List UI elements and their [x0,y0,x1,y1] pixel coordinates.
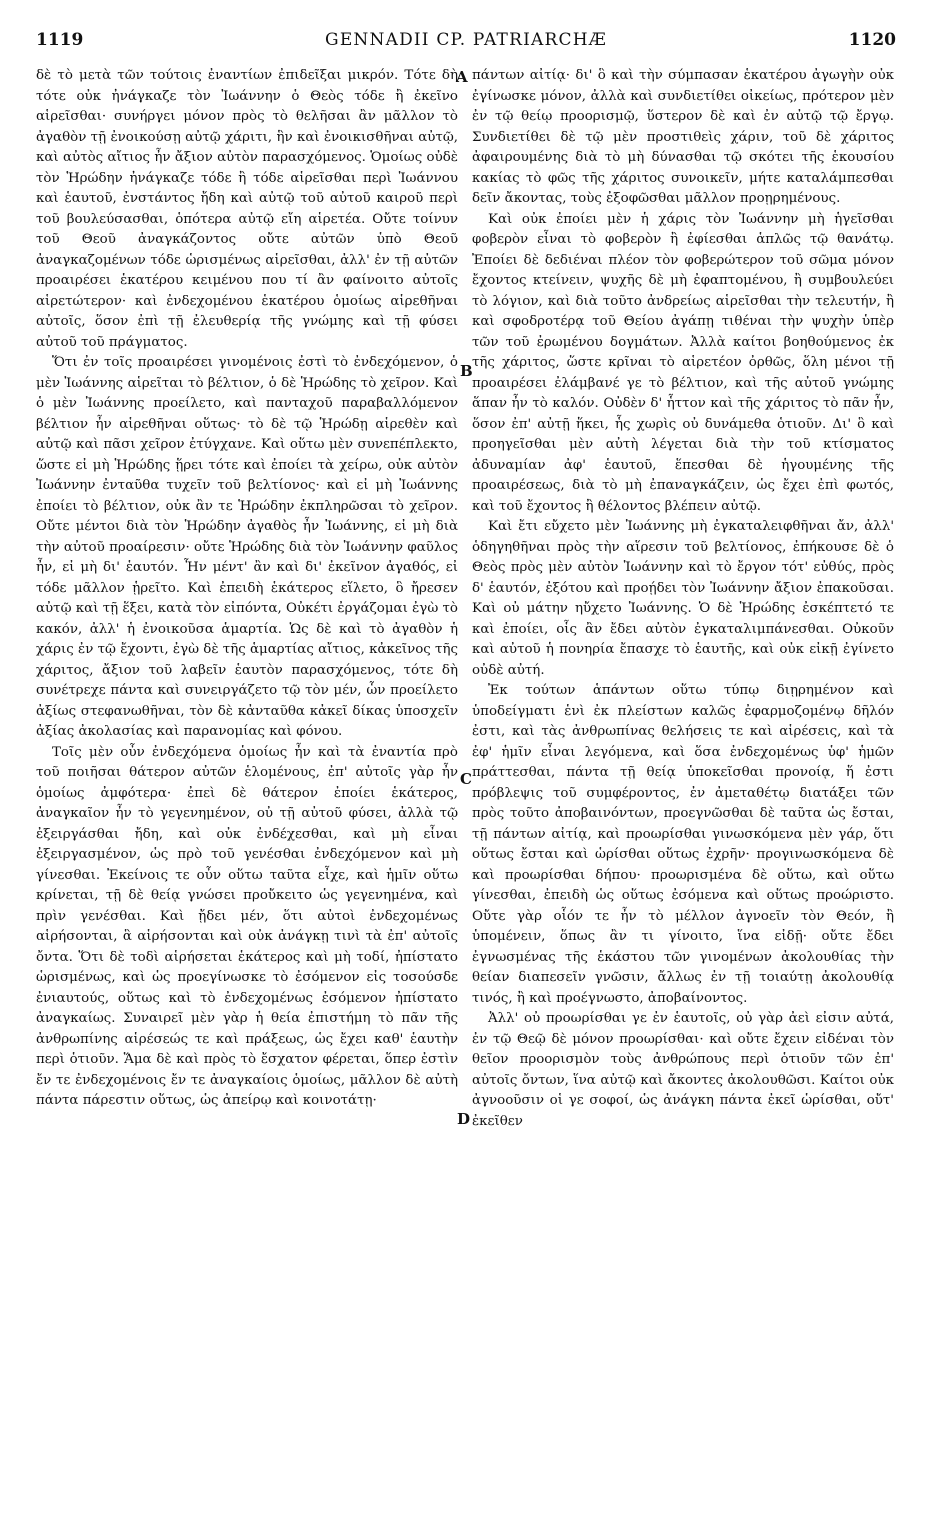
paragraph: πάντων αἰτίᾳ· δι' ὃ καὶ τὴν σύμπασαν ἑκατέρου ἀγωγὴν οὐκ ἐγίνωσκε μόνον, ἀλλὰ καὶ συνδιετίθει οἰκείως, πρότερον μὲν ἐν τῷ θείῳ προορισμῷ, ὕστερον δὲ καὶ ἐν αὐτῷ τῷ ἔργῳ. Συνδιετίθει δὲ τῷ μὲν προστιθεὶς χάριν, τοῦ δὲ χάριτος ἀφαιρουμένης διὰ τὸ μὴ δύνασθαι τῷ σκότει τῆς ἑκουσίου κακίας τὸ φῶς τῆς χάριτος συνοικεῖν, μήτε καταλάμπεσθαι δεῖν ἄκοντας, τοὺς ἐξοφῶσθαι μᾶλλον προῃρημένους. [472,68,894,206]
page-header [36,30,896,56]
running-title: GENNADII CP. PATRIARCHÆ [325,30,607,50]
margin-marker-a: A [456,68,468,86]
paragraph: Καὶ οὐκ ἐποίει μὲν ἡ χάρις τὸν Ἰωάννην μὴ ἡγεῖσθαι φοβερὸν εἶναι τὸ φοβερὸν ἢ ἐφίεσθαι ἁπλῶς τῷ θανάτῳ. Ἐποίει δὲ δεδιέναι πλέον τὸν φοβερώτερον τοῦ σῶμα μόνον ἔχοντος κτείνειν, ψυχῆς δὲ μὴ ἐφαπτομένου, ἢ συμβουλεύει τὸ λόγιον, καὶ διὰ τοῦτο ἀνδρείως αἱρεῖσθαι τὴν τελευτήν, ἢ καὶ σφοδροτέρᾳ τοῦ Θείου ἀγάπῃ τιθέναι τὴν ψυχὴν ὑπὲρ τῶν τοῦ ἐρωμένου δογμάτων. Ἀλλὰ καίτοι βοηθούμενος ἐκ τῆς χάριτος, ὥστε κρῖναι τὸ αἱρετέον ὀρθῶς, ὅλη μένοι τῇ προαιρέσει ἐλάμβανέ γε τὸ βέλτιον, καὶ τῆς αὐτοῦ γνώμης ἅπαν ἦν τὸ καλόν. Οὐδὲν δ' ἧττον καὶ τῆς χάριτος τὸ πᾶν ἦν, ὅσον ἐπ' αὐτῇ ἥκει, ἧς χωρὶς οὐ δυνάμεθα ὁτιοῦν. Δι' ὃ καὶ προηγεῖσθαι μὲν αὐτὴ λέγεται διὰ τὴν τοῦ κτίσματος ἀδυναμίαν ἀφ' ἑαυτοῦ, ἕπεσθαι δὲ ἡγουμένης τῆς προαιρέσεως, διὰ τὸ μὴ ἐπαναγκάζειν, ὡς ἔχει ἐπὶ φωτός, καὶ τοῦ ἔχοντος ἢ θέλοντος βλέπειν αὐτῷ. [472,211,894,514]
paragraph: Τοῖς μὲν οὖν ἐνδεχόμενα ὁμοίως ἦν καὶ τὰ ἐναντία πρὸ τοῦ ποιῆσαι θάτερον αὐτῶν ἑλομένους, ἐπ' αὐτοῖς γὰρ ἦν ὁμοίως ἀμφότερα· ἐπεὶ δὲ θάτερον ἐποίει ἑκάτερος, ἀναγκαῖον ἦν τὸ γεγενημένον, οὐ τῇ αὐτοῦ φύσει, ἀλλὰ τῷ ἐξειργάσθαι ἤδη, καὶ οὐκ ἐνδέχεσθαι, καὶ μὴ εἶναι ἐξειργασμένον, ὡς πρὸ τοῦ γενέσθαι ἐνδεχόμενον καὶ μὴ γίνεσθαι. Ἐκείνοις τε οὖν οὕτω ταῦτα εἶχε, καὶ ἡμῖν οὕτω κρίνεται, τῇ δὲ θείᾳ γνώσει προὔκειτο ὡς γεγενημένα, καὶ πρὶν γενέσθαι. Καὶ ᾔδει μέν, ὅτι αὐτοὶ ἐνδεχομένως αἱρήσονται, ἃ αἱρήσονται καὶ οὐκ ἀνάγκῃ τινὶ τὰ ἐπ' αὐτοῖς ὄντα. Ὅτι δὲ τοδὶ αἱρήσεται ἑκάτερος καὶ μὴ τοδί, ἠπίστατο ὡρισμένως, καὶ ὡς προεγίνωσκε τὸ ἐσόμενον εἰς τοσούσδε ἐνιαυτούς, οὕτως καὶ τὸ ἐνδεχομένως ἐσόμενον ἠπίστατο ἀναγκαίως. Συναιρεῖ μὲν γὰρ ἡ θεία ἐπιστήμη τὸ πᾶν τῆς ἀνθρωπίνης αἱρέσεώς τε καὶ πράξεως, ὡς ἔχει καθ' ἑαυτὴν περὶ ὁτιοῦν. Ἅμα δὲ καὶ πρὸς τὸ ἔσχατον φέρεται, ὅπερ ἐστὶν ἔν τε ἐνδεχομένοις ἔν τε ἀναγκαίοις ὁμοίως, μᾶλλον δὲ αὐτὴ πάντα πάρεστιν οὕτως, ὡς ἀπείρῳ καὶ κοινοτάτῃ· [36,744,458,1108]
paragraph: δὲ τὸ μετὰ τῶν τούτοις ἐναντίων ἐπιδεῖξαι μικρόν. Τότε δὴ τότε οὐκ ἠνάγκαζε τὸν Ἰωάννην ὁ Θεὸς τόδε ἢ ἐκεῖνο αἱρεῖσθαι· συνήργει μόνον πρὸς τὸ θελῆσαι ἂν μᾶλλον τὸ ἀγαθὸν τῇ ἐνοικούσῃ αὐτῷ χάριτι, ἣν καὶ ἐνοικισθῆναι αὐτῷ, καὶ αὐτὸς αἴτιος ἦν ἄξιον αὐτὸν παρασχόμενος. Ὁμοίως οὐδὲ τὸν Ἡρώδην ἠνάγκαζε τόδε ἢ τόδε αἱρεῖσθαι περὶ Ἰωάννου καὶ ἑαυτοῦ, ἐνστάντος ἤδη καὶ αὐτῷ τοῦ αὐτοῦ καιροῦ περὶ τοῦ βουλεύσασθαι, ὁπότερα αὐτῷ εἴη αἱρετέα. Οὔτε τοίνυν τοῦ Θεοῦ ἀναγκάζοντος οὔτε αὐτῶν ὑπὸ Θεοῦ ἀναγκαζομένων τόδε ὡρισμένως αἱρεῖσθαι, ἀλλ' ἐν τῇ αὐτῶν προαιρέσει ἑκατέρου κειμένου που τί ἂν φαίνοιτο αὐτοῖς αἱρετώτερον· καὶ ἐνδεχομένου ἑκατέρου ὁμοίως αἱρεθῆναι αὐτοῖς, ὅσον ἐπὶ τῇ ἐλευθερίᾳ τῆς γνώμης καὶ τῇ φύσει αὐτοῦ τοῦ πράγματος. [36,68,458,350]
page-number-right: 1120 [848,30,896,50]
margin-marker-b: B [460,362,473,380]
left-column [36,66,458,1506]
paragraph: Ἀλλ' οὐ προωρίσθαι γε ἐν ἑαυτοῖς, οὐ γὰρ ἀεὶ εἰσιν αὐτά, ἐν τῷ Θεῷ δὲ μόνον προωρίσθαι· καὶ οὔτε ἔχειν εἰδέναι τὸν θεῖον προορισμὸν τοὺς ἀνθρώπους περὶ ὁτιοῦν τῶν ἐπ' αὐτοῖς ὄντων, ἵνα αὐτῷ καὶ ἄκοντες ἀκολουθῶσι. Καίτοι οὐκ ἀγνοοῦσιν οἱ γε σοφοί, ὡς ἀνάγκη πάντα ἐκεῖ ὡρίσθαι, οὔτ' ἐκεῖθεν [472,1011,894,1129]
page-number-left: 1119 [36,30,84,50]
paragraph: Ὅτι ἐν τοῖς προαιρέσει γινομένοις ἐστὶ τὸ ἐνδεχόμενον, ὁ μὲν Ἰωάννης αἱρεῖται τὸ βέλτιον, ὁ δὲ Ἡρώδης τὸ χεῖρον. Καὶ ὁ μὲν Ἰωάννης προείλετο, καὶ πανταχοῦ παραβαλλόμενον βέλτιον ἦν αἱρεθῆναι οὕτως· τὸ δὲ τῷ Ἡρώδῃ αἱρεθὲν καὶ αὐτῷ καὶ πᾶσι χεῖρον ἐτύγχανε. Καὶ οὕτω μὲν συνεπέπλεκτο, ὥστε εἰ μὴ Ἡρώδης ᾕρει τότε καὶ ἐποίει τὰ χείρω, οὐκ αὐτὸν Ἰωάννην ἐνταῦθα τυχεῖν τοῦ βελτίονος· καὶ εἰ μὴ Ἰωάννης ἐποίει τὸ βέλτιον, οὐκ ἂν τε Ἡρώδην ἐκπληρῶσαι τὸ χεῖρον. Οὔτε μέντοι διὰ τὸν Ἡρώδην ἀγαθὸς ἦν Ἰωάννης, εἰ μὴ διὰ τὴν αὐτοῦ προαίρεσιν· οὔτε Ἡρώδης διὰ τὸν Ἰωάννην φαῦλος ἦν, εἰ μὴ δι' ἑαυτόν. Ἦν μέντ' ἂν καὶ δι' ἐκεῖνον ἀγαθός, εἰ τόδε μᾶλλον ᾑρεῖτο. Καὶ ἐπειδὴ ἑκάτερος εἵλετο, ὃ ἤρεσεν αὐτῷ καὶ τῇ ἕξει, κατὰ τὸν εἰπόντα, Οὐκέτι ἐργάζομαι ἐγὼ τὸ κακόν, ἀλλ' ἡ ἐνοικοῦσα ἁμαρτία. Ὡς δὲ καὶ τὸ ἀγαθὸν ἡ χάρις ἐν τῷ ἔχοντι, ἐγὼ δὲ τῆς ἁμαρτίας αἴτιος, κἀκεῖνος τῆς χάριτος, ἄξιον τοῦ λαβεῖν ἑαυτὸν παρασχόμενος, τότε δὴ συνέτρεχε πάντα καὶ συνειργάζετο τῷ τὸν μέν, ὧν προείλετο ἀξίως στεφανωθῆναι, τὸν δὲ κἀνταῦθα κἀκεῖ δίκας ὑποσχεῖν ἀξίας ἀκολασίας καὶ παρανομίας καὶ φόνου. [36,355,458,739]
paragraph: Ἐκ τούτων ἁπάντων οὕτω τύπῳ διῃρημένον καὶ ὑποδείγματι ἑνὶ ἐκ πλείστων καλῶς ἐφαρμοζομένῳ δῆλόν ἐστι, καὶ τὰς ἀνθρωπίνας θελήσεις τε καὶ αἱρέσεις, καὶ τὰ ἐφ' ἡμῖν εἶναι λεγόμενα, καὶ ὅσα ἐνδεχομένως ὑφ' ἡμῶν πράττεσθαι, πάντα τῇ θείᾳ ὑποκεῖσθαι προνοίᾳ, ἥ ἐστι πρόβλεψις τοῦ συμφέροντος, ἐν ἀμεταθέτῳ διατάξει τῶν πρὸς τοῦτο ἀποβαινόντων, προεγνῶσθαι δὲ ταῦτα ὡς ἔσται, τῇ πάντων αἰτίᾳ, καὶ προωρίσθαι γινωσκόμενα μὲν γάρ, ὅτι οὕτως ἔσται καὶ ὡρίσθαι οὕτως ἐχρῆν· προγινωσκόμενα δὲ καὶ προωρίσθαι δήπου· προωρισμένα δὲ οὕτω, καὶ οὕτω γίνεσθαι, ἐπειδὴ ὡς οὕτως ἐσόμενα καὶ οὕτως προώριστο. Οὔτε γὰρ οἷόν τε ἦν τὸ μέλλον ἀγνοεῖν τὸν Θεόν, ἢ ὑπομένειν, ὅπως ἂν τι γίνοιτο, ἵνα εἰδῇ· οὔτε ἔδει ἐγνωσμένας τῆς ἑκάστου τῶν γινομένων ἀκολουθίας τὴν θείαν διαπεσεῖν γνῶσιν, ἄλλως ἐν τῇ τοιαύτῃ ἀκολουθίᾳ τινός, ἢ καὶ προέγνωστο, ἀποβαίνοντος. [472,683,894,1006]
margin-marker-d: D [457,1110,471,1128]
right-column [472,66,894,1506]
margin-marker-c: C [460,770,472,788]
paragraph: Καὶ ἔτι εὔχετο μὲν Ἰωάννης μὴ ἐγκαταλειφθῆναι ἄν, ἀλλ' ὁδηγηθῆναι πρὸς τὴν αἵρεσιν τοῦ βελτίονος, ἐπήκουσε δὲ ὁ Θεὸς πρὸς μὲν αὐτὸν Ἰωάννην καὶ τὸ ἔργον τότ' εὐθύς, πρὸς δ' ἑαυτόν, ἐξότου καὶ προῄδει τὸν Ἰωάννην ἄξιον ἐπακοῦσαι. Καὶ οὐ μάτην ηὔχετο Ἰωάννης. Ὁ δὲ Ἡρώδης ἐσκέπτετό τε καὶ ἐποίει, οἷς ἂν ἔδει αὐτὸν ἐγκαταλιμπάνεσθαι. Οὐκοῦν καὶ αὐτοῦ ἡ πονηρία ἔπασχε τὸ ἑαυτῆς, καὶ οὐκ εἰκῇ ἐγίνετο οὐδὲ αὐτή. [472,519,894,678]
